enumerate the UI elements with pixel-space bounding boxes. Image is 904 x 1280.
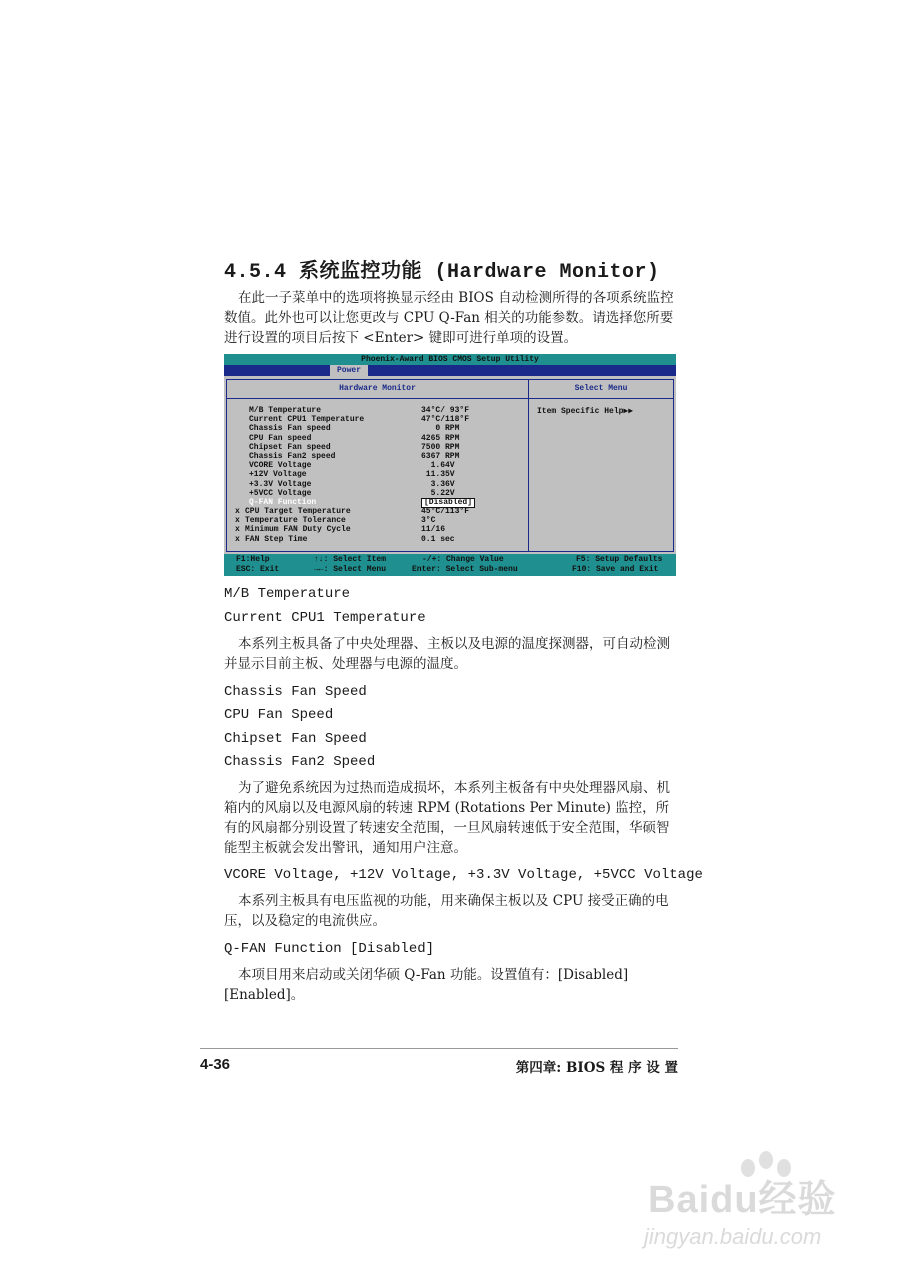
bios-row-label: Chassis Fan speed [249, 424, 331, 434]
bios-row-disabled-marker: x [235, 507, 240, 517]
bios-row-value: 1.64V [421, 461, 455, 471]
bios-row-label: FAN Step Time [245, 534, 308, 544]
para-fan: 为了避免系统因为过热而造成损坏，本系列主板备有中央处理器风扇、机箱内的风扇以及电源风扇的转速 RPM (Rotations Per Minute) 监控，所有的风扇都分别设置了转速安全范围，一旦风扇转速低于安全范围，华硕智能型主板就会发出警讯，通知用户注意。 [224, 780, 670, 856]
bios-row-value: 6367 RPM [421, 451, 460, 461]
footer-divider [200, 1048, 678, 1049]
bios-row[interactable] [235, 443, 525, 452]
bios-row-label: +5VCC Voltage [249, 488, 312, 498]
bios-row-value: 34°C/ 93°F [421, 406, 470, 415]
bios-row-value: 0.1 sec [421, 534, 455, 544]
bios-row-label: Chassis Fan2 speed [249, 451, 336, 461]
bios-row[interactable] [235, 535, 525, 544]
watermark-brand: Baidu经验 [648, 1179, 837, 1221]
term-chipset-fan: Chipset Fan Speed [224, 731, 367, 747]
bios-row-label: +12V Voltage [249, 470, 307, 480]
bios-row[interactable] [235, 489, 525, 498]
bios-footer [224, 554, 676, 576]
bios-row-disabled-marker: x [235, 534, 240, 544]
bios-row[interactable] [235, 406, 525, 415]
bios-row[interactable] [235, 480, 525, 489]
bios-row-value: 11/16 [421, 525, 446, 535]
bios-screenshot [224, 354, 676, 576]
bios-row[interactable] [235, 498, 525, 507]
key-select-item: ↑↓: Select Item [314, 555, 387, 564]
bios-row[interactable] [235, 525, 525, 534]
bios-tab-power[interactable]: Power [330, 365, 368, 376]
bios-row-label: Q-FAN Function [249, 497, 317, 507]
bios-row-value: 5.22V [421, 488, 455, 498]
bios-side-panel [528, 379, 674, 552]
bios-row-label: CPU Target Temperature [245, 507, 351, 517]
term-qfan: Q-FAN Function [Disabled] [224, 941, 435, 957]
bios-row-disabled-marker: x [235, 525, 240, 535]
bios-row[interactable] [235, 415, 525, 424]
term-voltage: VCORE Voltage, +12V Voltage, +3.3V Voltage, +5VCC Voltage [224, 867, 703, 883]
bios-row-label: Minimum FAN Duty Cycle [245, 525, 351, 535]
key-select-menu: →←: Select Menu [314, 565, 387, 574]
intro-paragraph: 在此一子菜单中的选项将换显示经由 BIOS 自动检测所得的各项系统监控数值。此外也可以让您更改与 CPU Q-Fan 相关的功能参数。请选择您所要进行设置的项目后按下 <Enter> 键即可进行单项的设置。 [224, 290, 674, 346]
bios-row[interactable] [235, 452, 525, 461]
bios-row-disabled-marker: x [235, 516, 240, 526]
bios-row-value: 45°C/113°F [421, 507, 470, 517]
key-esc-exit: ESC: Exit [236, 565, 280, 574]
term-chassis-fan: Chassis Fan Speed [224, 684, 367, 700]
bios-row-value: 3.36V [421, 479, 455, 489]
side-title: Select Menu [529, 380, 673, 399]
bios-row-label: Temperature Tolerance [245, 516, 346, 526]
watermark-url: jingyan.baidu.com [644, 1224, 822, 1249]
bios-main-panel [226, 379, 529, 552]
bios-row-value: 11.35V [421, 470, 455, 480]
bios-row[interactable] [235, 461, 525, 470]
bios-row-label: Chipset Fan speed [249, 442, 331, 452]
bios-row-label: +3.3V Voltage [249, 479, 312, 489]
bios-row-value: [Disabled] [421, 498, 475, 508]
term-mb-temperature: M/B Temperature [224, 586, 351, 602]
panel-title: Hardware Monitor [227, 380, 528, 399]
watermark [636, 1148, 856, 1258]
bios-row-value: 4265 RPM [421, 433, 460, 443]
bios-row-label: Current CPU1 Temperature [249, 415, 365, 425]
bios-row-value: 0 RPM [421, 424, 460, 434]
bios-row[interactable] [235, 507, 525, 516]
key-f1-help: F1:Help [236, 555, 270, 564]
bios-row[interactable] [235, 424, 525, 433]
item-help: Item Specific Help▶▶ [537, 407, 634, 416]
bios-row-label: M/B Temperature [249, 406, 322, 415]
section-title: 4.5.4 系统监控功能 (Hardware Monitor) [224, 261, 660, 284]
term-cpu-fan: CPU Fan Speed [224, 707, 334, 723]
chapter-title: 第四章: BIOS 程 序 设 置 [515, 1060, 678, 1076]
page-number: 4-36 [200, 1056, 231, 1073]
key-change-value: -/+: Change Value [422, 555, 504, 564]
bios-row-label: CPU Fan speed [249, 433, 312, 443]
bios-row-value: 7500 RPM [421, 442, 460, 452]
key-f10-save: F10: Save and Exit [572, 565, 659, 574]
bios-row[interactable] [235, 470, 525, 479]
bios-row-label: VCORE Voltage [249, 461, 312, 471]
bios-rows [235, 406, 525, 544]
key-sub-menu: Enter: Select Sub-menu [412, 565, 518, 574]
bios-row[interactable] [235, 434, 525, 443]
bios-menubar [224, 365, 676, 376]
key-f5-defaults: F5: Setup Defaults [576, 555, 663, 564]
para-voltage: 本系列主板具有电压监视的功能，用来确保主板以及 CPU 接受正确的电压，以及稳定的电流供应。 [224, 893, 669, 929]
term-chassis-fan2: Chassis Fan2 Speed [224, 754, 376, 770]
bios-row-value: 47°C/118°F [421, 415, 470, 425]
bios-title: Phoenix-Award BIOS CMOS Setup Utility [224, 354, 676, 365]
bios-row-value: 3°C [421, 516, 436, 526]
para-temperature: 本系列主板具备了中央处理器、主板以及电源的温度探测器，可自动检测并显示目前主板、处理器与电源的温度。 [224, 636, 670, 672]
term-cpu-temperature: Current CPU1 Temperature [224, 610, 426, 626]
para-qfan: 本项目用来启动或关闭华硕 Q-Fan 功能。设置值有：[Disabled] [Enabled]。 [224, 967, 629, 1003]
bios-row[interactable] [235, 516, 525, 525]
